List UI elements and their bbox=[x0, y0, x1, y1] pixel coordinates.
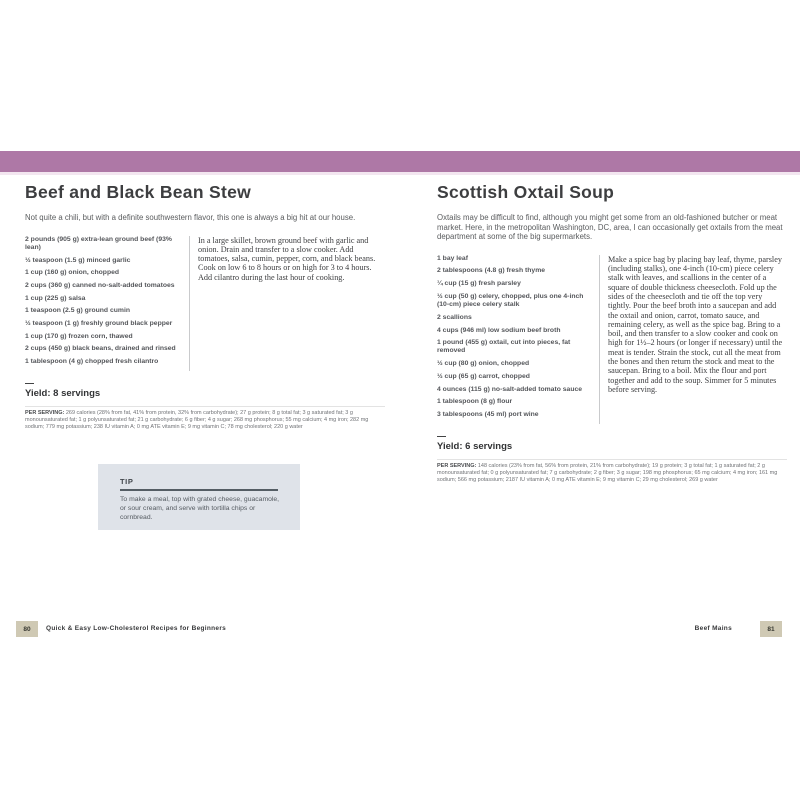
ingredient-item: 1 tablespoon (8 g) flour bbox=[437, 398, 513, 406]
yield-text-right: Yield: 6 servings bbox=[437, 440, 513, 452]
recipe-columns-left bbox=[25, 236, 385, 371]
ingredient-item: 4 cups (946 ml) low sodium beef broth bbox=[437, 326, 561, 334]
per-serving-right bbox=[437, 459, 787, 484]
ingredient-item: 1 cup (170 g) frozen corn, thawed bbox=[25, 332, 133, 340]
page-number-badge-left: 80 bbox=[16, 621, 38, 637]
ingredient-item: 1 tablespoon (4 g) chopped fresh cilantro bbox=[25, 358, 159, 366]
yield-text-left: Yield: 8 servings bbox=[25, 387, 101, 399]
ingredient-item: ½ teaspoon (1 g) freshly ground black pepper bbox=[25, 320, 173, 328]
per-serving-values: 269 calories (28% from fat, 41% from protein, 32% from carbohydrate); 27 g protein; 8 g total fat; 3 g saturated fat; 3 g monounsaturated fat; 1 g polyunsaturated fat; 21 g carbohydrate; 6 g fiber; 4 g sugar; 268 mg phosphorus; 55 mg calcium; 4 mg iron; 282 mg sodium; 779 mg potassium; 238 IU vitamin A; 0 mg ATE vitamin E; 9 mg vitamin C; 78 mg cholesterol; 220 g water bbox=[25, 409, 369, 430]
instructions-text-left: In a large skillet, brown ground beef with garlic and onion. Drain and transfer to a slow cooker. Add tomatoes, salsa, cumin, pepper, corn, and black beans. Cook on low 6 to 8 hours or on high for 3 to 4 hours. Add cilantro during the last hour of cooking. bbox=[198, 235, 376, 282]
ingredient-item: 2 pounds (905 g) extra-lean ground beef (93% lean) bbox=[25, 235, 172, 251]
instructions-column-left bbox=[190, 236, 385, 371]
decorative-band-underline bbox=[0, 172, 800, 175]
yield-block-right bbox=[437, 430, 787, 452]
ingredient-item: 1 teaspoon (2.5 g) ground cumin bbox=[25, 307, 130, 315]
recipe-title-left: Beef and Black Bean Stew bbox=[25, 182, 252, 202]
yield-block-left bbox=[25, 377, 385, 399]
instructions-column-right bbox=[600, 255, 787, 424]
ingredient-list-left bbox=[25, 236, 185, 371]
recipe-title-right: Scottish Oxtail Soup bbox=[437, 182, 615, 202]
tip-label: TIP bbox=[120, 477, 134, 486]
ingredient-item: 2 scallions bbox=[437, 313, 472, 321]
yield-dash: — bbox=[437, 430, 446, 441]
page-number-badge-right: 81 bbox=[760, 621, 782, 637]
tip-underline-rule bbox=[120, 489, 278, 491]
footer-book-title: Quick & Easy Low-Cholesterol Recipes for Beginners bbox=[46, 625, 227, 632]
instructions-text-right: Make a spice bag by placing bay leaf, thyme, parsley (including stalks), one 4-inch (10-cm) piece celery stalk with leaves, and scallions in the center of a square of double thickness cheesecloth. Fold up the sides of the cheesecloth and tie off the top very tightly. Pour the beef broth into a saucepan and add the oxtail and onion, carrot, tomato sauce, and remaining celery, as well as the spice bag. Bring to a boil, and then transfer to a slow cooker and cook on high for 1½–2 hours (or longer if necessary) until the meat is tender. Strain the stock, cut all the meat from the bones and then return the stock and meat to the saucepan. Bring to a boil. Mix the flour and port together and add to the soup. Simmer for 5 minutes before serving. bbox=[608, 254, 783, 394]
recipe-intro-right: Oxtails may be difficult to find, although you might get some from an old-fashioned butcher or meat market. Here, in the metropolitan Washington, DC, area, I can occasionally get oxtails from the meat department at some of the big supermarkets. bbox=[437, 213, 783, 242]
ingredient-item: 1 cup (160 g) onion, chopped bbox=[25, 269, 120, 277]
ingredient-item: ½ cup (80 g) onion, chopped bbox=[437, 360, 530, 368]
recipe-columns-right bbox=[437, 255, 787, 424]
ingredient-item: 3 tablespoons (45 ml) port wine bbox=[437, 410, 539, 418]
ingredient-list-right bbox=[437, 255, 595, 424]
decorative-purple-band bbox=[0, 151, 800, 172]
yield-dash: — bbox=[25, 377, 34, 388]
per-serving-label: PER SERVING: bbox=[25, 409, 65, 416]
ingredient-item: ½ cup (65 g) carrot, chopped bbox=[437, 372, 530, 380]
tip-text: To make a meal, top with grated cheese, guacamole, or sour cream, and serve with tortilla chips or cornbread. bbox=[120, 496, 280, 521]
per-serving-values: 148 calories (23% from fat, 56% from protein, 21% from carbohydrate); 19 g protein; 3 g total fat; 1 g saturated fat; 2 g monounsaturated fat; 0 g polyunsaturated fat; 7 g carbohydrate; 2 g fiber; 3 g sugar; 198 mg phosphorus; 65 mg calcium; 4 mg iron; 161 mg sodium; 566 mg potassium; 2187 IU vitamin A; 0 mg ATE vitamin E; 9 mg vitamin C; 29 mg cholesterol; 269 g water bbox=[437, 462, 778, 483]
per-serving-left bbox=[25, 406, 385, 431]
ingredient-item: ½ cup (50 g) celery, chopped, plus one 4-inch (10-cm) piece celery stalk bbox=[437, 292, 584, 309]
footer-chapter-label: Beef Mains bbox=[694, 625, 732, 632]
ingredient-item: 2 cups (450 g) black beans, drained and rinsed bbox=[25, 345, 176, 353]
page-right bbox=[437, 182, 787, 489]
ingredient-item: ½ teaspoon (1.5 g) minced garlic bbox=[25, 256, 131, 264]
ingredient-item: 2 cups (360 g) canned no-salt-added tomatoes bbox=[25, 281, 175, 289]
ingredient-item: 2 tablespoons (4.8 g) fresh thyme bbox=[437, 267, 546, 275]
ingredient-item: 1 cup (225 g) salsa bbox=[25, 294, 86, 302]
recipe-intro-left: Not quite a chili, but with a definite southwestern flavor, this one is always a big hit at our house. bbox=[25, 213, 356, 222]
ingredient-item: 1 bay leaf bbox=[437, 254, 468, 262]
ingredient-item: 4 ounces (115 g) no-salt-added tomato sauce bbox=[437, 385, 583, 393]
per-serving-label: PER SERVING: bbox=[437, 462, 477, 469]
tip-box bbox=[98, 464, 300, 530]
ingredient-item: 1 pound (455 g) oxtail, cut into pieces, fat removed bbox=[437, 339, 571, 355]
ingredient-item: ¼ cup (15 g) fresh parsley bbox=[437, 280, 521, 288]
page-left bbox=[25, 182, 385, 436]
